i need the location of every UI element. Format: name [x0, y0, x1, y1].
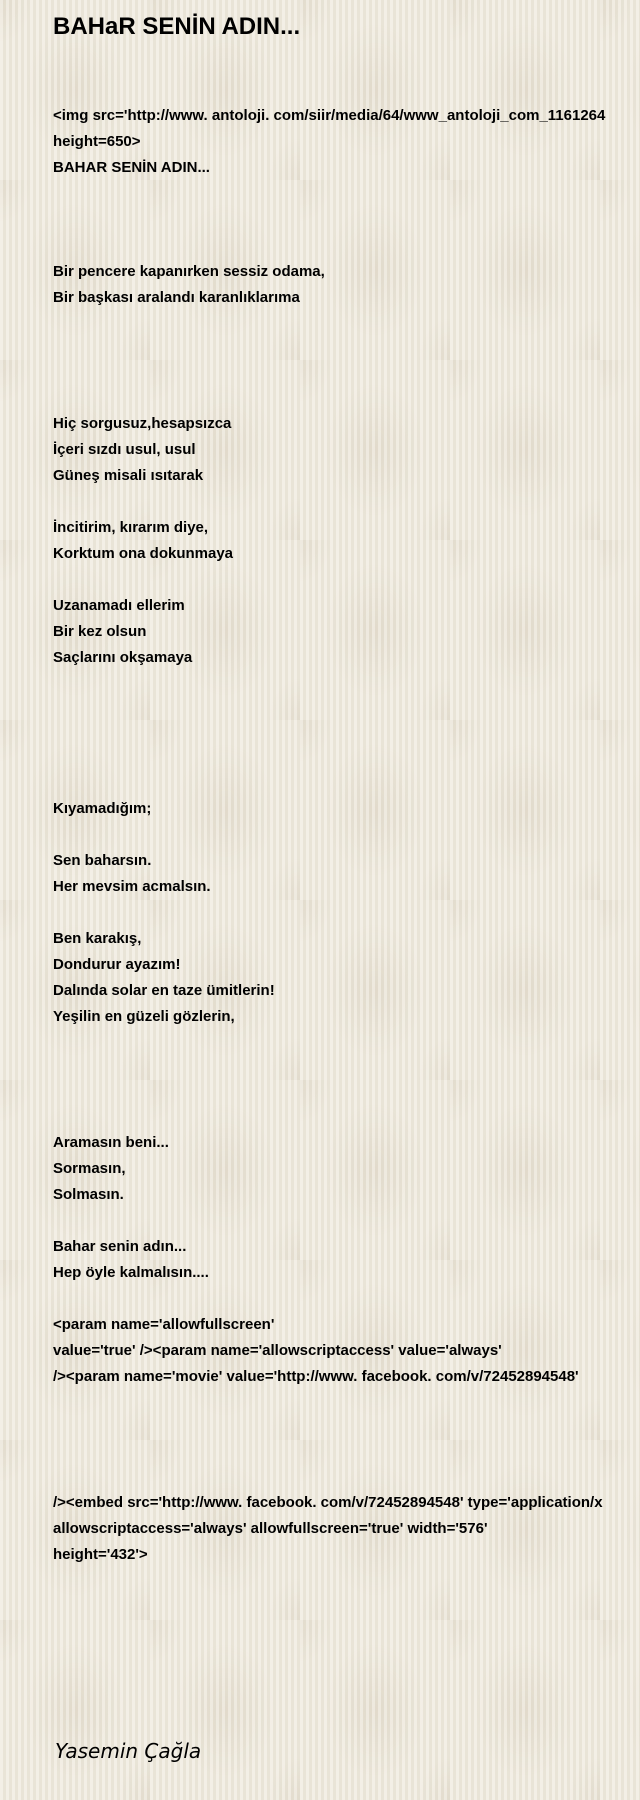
poem-line: value='true' /><param name='allowscriptaccess' value='always': [53, 1342, 502, 1359]
poem-page: [53, 0, 640, 1800]
poem-line: Yeşilin en güzeli gözlerin,: [53, 1008, 235, 1025]
author-name: Yasemin Çağla: [55, 1739, 202, 1763]
poem-line: Dalında solar en taze ümitlerin!: [53, 982, 275, 999]
poem-line: İncitirim, kırarım diye,: [53, 519, 209, 536]
poem-line: Bir pencere kapanırken sessiz odama,: [53, 263, 325, 280]
poem-line: Sormasın,: [53, 1160, 126, 1177]
poem-line: <param name='allowfullscreen': [53, 1316, 275, 1333]
poem-line: Aramasın beni...: [53, 1134, 169, 1151]
poem-line: Güneş misali ısıtarak: [53, 467, 204, 484]
poem-line: Korktum ona dokunmaya: [53, 545, 234, 562]
poem-line: /><embed src='http://www. facebook. com/v/72452894548' type='application/x: [53, 1494, 603, 1511]
poem-line: height=650>: [53, 133, 141, 150]
poem-line: Hiç sorgusuz,hesapsızca: [53, 415, 232, 432]
poem-title: BAHaR SENİN ADIN...: [53, 13, 301, 40]
poem-line: Bahar senin adın...: [53, 1238, 187, 1255]
poem-line: <img src='http://www. antoloji. com/siir/media/64/www_antoloji_com_1161264: [53, 107, 606, 124]
poem-line: /><param name='movie' value='http://www. facebook. com/v/72452894548': [53, 1368, 579, 1385]
poem-line: Kıyamadığım;: [53, 800, 152, 817]
poem-line: Solmasın.: [53, 1186, 124, 1203]
poem-line: Saçlarını okşamaya: [53, 649, 193, 666]
poem-line: Bir kez olsun: [53, 623, 147, 640]
poem-line: Hep öyle kalmalısın....: [53, 1264, 209, 1281]
poem-line: Uzanamadı ellerim: [53, 597, 185, 614]
poem-line: allowscriptaccess='always' allowfullscreen='true' width='576': [53, 1520, 488, 1537]
poem-line: İçeri sızdı usul, usul: [53, 441, 196, 458]
poem-line: Dondurur ayazım!: [53, 956, 181, 973]
poem-line: height='432'>: [53, 1546, 148, 1563]
poem-line: Ben karakış,: [53, 930, 142, 947]
poem-line: BAHAR SENİN ADIN...: [53, 159, 210, 176]
poem-line: Her mevsim acmalsın.: [53, 878, 211, 895]
poem-line: Bir başkası aralandı karanlıklarıma: [53, 289, 300, 306]
poem-line: Sen baharsın.: [53, 852, 152, 869]
